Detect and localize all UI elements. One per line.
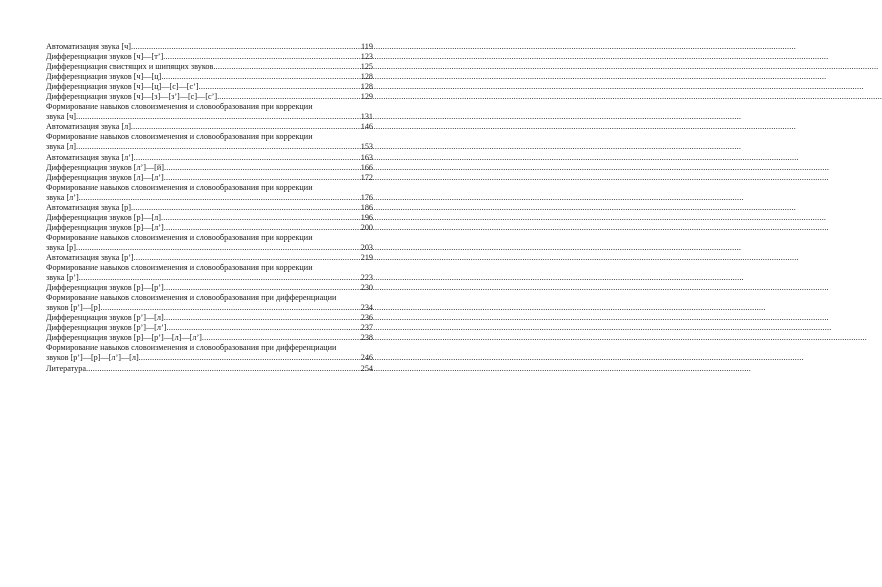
toc-item [46,52,373,62]
toc-page-number: 238 [360,333,373,343]
toc-item [46,92,373,102]
toc-item [46,122,373,132]
dot-leader [202,333,360,343]
toc-item [46,42,373,52]
toc-title: звука [р’] [46,273,79,283]
toc-title: звука [л’] [46,192,79,202]
dot-leader [131,203,360,213]
toc-title: Дифференциация звуков [р]—[л’] [46,222,164,232]
toc-title: Автоматизация звука [л’] [46,152,134,162]
toc-page-number: 172 [360,172,373,182]
toc-page-number: 153 [360,142,373,152]
toc-title-head: Формирование навыков словоизменения и словообразования при коррекции [46,102,313,112]
dot-leader [76,243,360,253]
toc-page-number: 237 [360,323,373,333]
toc-page-number: 128 [360,82,373,92]
dot-leader [164,173,360,183]
table-of-contents [46,42,373,374]
toc-page-number: 219 [360,252,373,262]
toc-item [46,153,373,163]
toc-page-number: 163 [360,152,373,162]
toc-title: Автоматизация звука [р] [46,202,131,212]
toc-title: Дифференциация звуков [р]—[л] [46,212,161,222]
toc-title-head: Формирование навыков словоизменения и словообразования при коррекции [46,132,313,142]
toc-item [46,364,373,374]
dot-leader [164,163,360,173]
toc-item [46,343,373,363]
toc-page-number: 176 [360,192,373,202]
toc-item [46,163,373,173]
dot-leader [76,142,360,152]
dot-leader [139,353,360,363]
toc-title: Автоматизация звука [л] [46,122,131,132]
toc-page-number: 119 [361,42,373,51]
toc-item [46,293,373,313]
toc-page-number: 146 [360,122,373,132]
toc-title: Дифференциация звуков [р’]—[л] [46,313,164,323]
dot-leader [101,303,360,313]
dot-leader [166,323,359,333]
toc-item [46,203,373,213]
toc-item [46,313,373,323]
dot-leader [79,193,360,203]
toc-item [46,102,373,122]
toc-item [46,183,373,203]
dot-leader [163,52,359,62]
toc-page-number: 246 [360,353,373,363]
dot-leader [199,82,360,92]
dot-leader [164,283,360,293]
toc-item [46,213,373,223]
toc-title: звука [ч] [46,112,77,122]
toc-title: Дифференциация звуков [р]—[р’]—[л]—[л’] [46,333,202,343]
toc-item [46,132,373,152]
toc-title-head: Формирование навыков словоизменения и словообразования при коррекции [46,263,313,273]
toc-page-number: 254 [360,363,373,373]
dot-leader [161,72,359,82]
toc-page-number: 166 [360,162,373,172]
toc-page-number: 203 [360,242,373,252]
toc-item [46,333,373,343]
toc-title: звуков [р’]—[р]—[л’]—[л] [46,353,139,363]
toc-item [46,62,373,72]
toc-page-number: 236 [360,313,373,323]
toc-page-number: 200 [360,222,373,232]
toc-item [46,233,373,253]
toc-page-number: 129 [360,92,373,102]
toc-item [46,82,373,92]
toc-title-head: Формирование навыков словоизменения и словообразования при коррекции [46,182,313,192]
toc-title: Дифференциация свистящих и шипящих звуков [46,62,214,72]
toc-title: Литература [46,363,86,373]
dot-leader [79,273,360,283]
toc-title: Дифференциация звуков [ч]—[з]—[з’]—[с]—[с’] [46,92,218,102]
toc-item [46,323,373,333]
toc-item [46,263,373,283]
toc-title: звука [л] [46,142,76,152]
toc-title-head: Формирование навыков словоизменения и словообразования при дифференциации [46,343,337,353]
dot-leader [164,223,360,233]
toc-title: Дифференциация звуков [л’]—[й] [46,162,165,172]
toc-title: Дифференциация звуков [ч]—[ц] [46,72,162,82]
toc-title: Автоматизация звука [ч] [46,42,131,51]
dot-leader [86,364,360,374]
toc-title: Дифференциация звуков [л]—[л’] [46,172,164,182]
toc-title: звука [р] [46,242,76,252]
dot-leader [134,253,360,263]
dot-leader [131,42,360,52]
toc-title: Автоматизация звука [р’] [46,252,134,262]
toc-page-number: 196 [360,212,373,222]
toc-title-head: Формирование навыков словоизменения и словообразования при дифференциации [46,293,337,303]
toc-item [46,253,373,263]
toc-title: Дифференциация звуков [р’]—[л’] [46,323,167,333]
toc-item [46,72,373,82]
toc-title: Дифференциация звуков [ч]—[ц]—[с]—[с’] [46,82,199,92]
toc-page-number: 123 [360,52,373,62]
toc-page-number: 230 [360,283,373,293]
toc-title: Дифференциация звуков [р]—[р’] [46,283,164,293]
dot-leader [134,153,360,163]
toc-title: звуков [р’]—[р] [46,303,101,313]
toc-item [46,223,373,233]
toc-page-number: 223 [360,273,373,283]
toc-page-number: 131 [360,112,373,122]
toc-item [46,173,373,183]
toc-page-number: 186 [360,202,373,212]
toc-page-number: 125 [360,62,373,72]
toc-page-number: 234 [360,303,373,313]
dot-leader [213,62,359,72]
toc-title-head: Формирование навыков словоизменения и словообразования при коррекции [46,232,313,242]
dot-leader [161,213,360,223]
dot-leader [76,112,360,122]
dot-leader [217,92,360,102]
toc-title: Дифференциация звуков [ч]—[т’] [46,52,164,62]
dot-leader [131,122,360,132]
dot-leader [164,313,360,323]
toc-page-number: 128 [360,72,373,82]
toc-item [46,283,373,293]
